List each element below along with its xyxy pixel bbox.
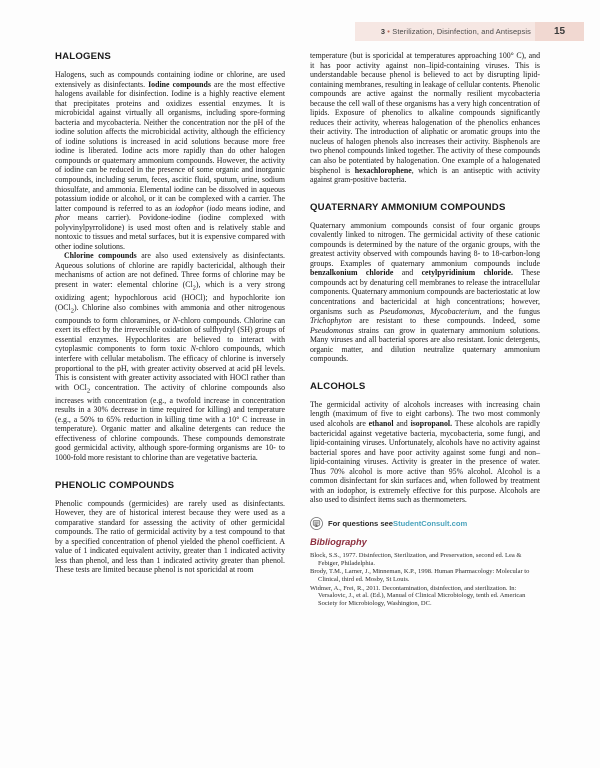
organism-pseudomonas: Pseudomonas xyxy=(310,325,354,335)
computer-monitor-icon xyxy=(310,517,323,530)
subscript: 2 xyxy=(86,387,91,395)
chapter-number: 3 xyxy=(380,27,386,36)
student-consult-callout[interactable] xyxy=(310,517,540,530)
italic-n: N xyxy=(172,315,178,325)
text-run: ), which is a very strong oxidizing agent; hypochlorous acid (HOCl); and hypochlorite ion (OCl xyxy=(55,280,285,312)
term-iodine-compounds: Iodine compounds xyxy=(148,79,211,89)
text-run: and xyxy=(393,268,422,278)
two-column-body xyxy=(55,51,545,751)
paragraph-phenolic-continued xyxy=(310,51,540,185)
bibliography-list xyxy=(310,552,540,608)
heading-quaternary-ammonium-compounds: QUATERNARY AMMONIUM COMPOUNDS xyxy=(310,201,506,213)
term-hexachlorophene: hexachlorophene xyxy=(354,165,412,175)
subscript: 2 xyxy=(192,284,196,292)
heading-phenolic-compounds: PHENOLIC COMPOUNDS xyxy=(55,479,175,491)
text-run: Quaternary ammonium compounds consist of four organic groups covalently linked to nitrogen. The germicidal activity of these cationic compounds is determined by the nature of the organic groups, with the greatest activity observed with compounds having 8- to 18-carbon-long groups. Examples of quaternary ammonium compounds include xyxy=(310,220,540,268)
term-phor: phor xyxy=(55,213,70,223)
heading-bibliography: Bibliography xyxy=(310,536,367,547)
organism-trichophyton: Trichophyton xyxy=(310,316,352,326)
paragraph-halogens-1 xyxy=(55,70,285,251)
text-run: are the most effective halogens available for disinfection. Iodine is a highly reactive element that precipitates proteins and oxidizes essential enzymes. It is microbicidal against virtually all organisms, including spore-forming bacteria and mycobacteria. Neither the concentration nor the pH of the iodine solution affects the microbicidal activity, although the efficiency of iodine solutions is increased in acid solutions because more free iodine is liberated. Iodine acts more rapidly than do other halogen compounds or quaternary ammonium compounds. However, the activity of iodine can be reduced in the presence of some organic and inorganic compounds, including serum, feces, ascitic fluid, sputum, urine, sodium thiosulfate, and ammonia. Elemental iodine can be dissolved in aqueous potassium iodide or alcohol, or it can be complexed with a carrier. The latter compound is referred to as an xyxy=(55,79,285,213)
text-run: temperature (but is sporicidal at temperatures approaching 100° C), and it has poor activity against non–lipid-containing viruses. This is understandable because phenol is believed to act by disrupting lipid-containing membranes, resulting in leakage of cellular contents. Phenolic compounds are active against the normally resilient mycobacteria because the cell wall of these organisms has a very high concentration of lipids. Exposure of phenolics to alkaline compounds significantly reduces their activity, whereas halogenation of the phenolics enhances their activity. The introduction of aliphatic or aromatic groups into the nucleus of halogen phenols also increases their activity. Bisphenols are two phenol compounds linked together. The activity of these compounds can also be potentiated by halogenation. One example of a halogenated bisphenol is xyxy=(310,51,541,175)
text-run: -chloro compounds. Chlorine can exert its effect by the irreversible oxidation of sulfhydryl (SH) groups of essential enzymes. Hypochlorites are believed to interact with cytoplasmic components to form toxic xyxy=(55,315,285,354)
bibliography-entry: Brody, T.M., Larner, J., Minneman, K.P., 1998. Human Pharmacology: Molecular to Clinical, third ed. Mosby, St Louis. xyxy=(310,568,530,584)
text-run: concentration. The activity of chlorine compounds also increases with concentration (e.g., a twofold increase in concentration results in a 30% decrease in time required for killing) and temperature (e.g., a 50% to 65% reduction in killing time with a 10° C increase in temperature). Organic matter and alkaline detergents can reduce the effectiveness of chlorine compounds. These compounds demonstrate good germicidal activity, although spore-forming organisms are 10- to 1000-fold more resistant to chlorine than are vegetative bacteria. xyxy=(55,382,285,463)
term-isopropanol: isopropanol. xyxy=(410,418,453,428)
paragraph-phenolic-1: Phenolic compounds (germicides) are rarely used as disinfectants. However, they are of historical interest because they were used as a comparative standard for assessing the activity of other germicidal compounds. The ratio of germicidal activity by a test compound to that by a specified concentration of phenol yielded the phenol coefficient. A value of 1 indicated equivalent activity, greater than 1 indicated activity less than phenol, and less than 1 indicated activity greater than phenol. These tests are limited because phenol is not sporicidal at room xyxy=(55,498,285,575)
text-run: -chloro compounds, which interfere with cellular metabolism. The efficacy of chlorine is inversely proportional to the pH, with greater activity observed at acid pH levels. This is consistent with greater activity associated with HOCl rather than with OCl xyxy=(55,344,285,392)
running-head xyxy=(0,22,600,41)
subscript: 2 xyxy=(70,307,74,315)
column-left xyxy=(55,51,285,575)
text-run: are resistant to these compounds. Indeed, some xyxy=(351,316,540,326)
text-run: and the fungus xyxy=(481,306,540,316)
bibliography-entry: Widmer, A., Frei, R., 2011. Decontamination, disinfection, and sterilization. In: Versalovic, J., et al. (Ed.), Manual of Clinical Microbiology, tenth ed. American Society for Microbiology, Washington, DC. xyxy=(310,584,526,608)
organism-pseudomonas-mycobacterium: Pseudomonas, Mycobacterium, xyxy=(379,306,482,316)
text-run: ( xyxy=(203,203,210,213)
text-run: ). Chlorine also combines with ammonia and other nitrogenous compounds to form chloramines, or xyxy=(55,302,285,325)
separator-dot: • xyxy=(387,27,391,36)
text-run: These compounds act by denaturing cell membranes to release the intracellular components. Quaternary ammonium compounds are bacteriostatic at low concentrations and bactericidal at high concentrations; however, organisms such as xyxy=(310,268,541,316)
text-run: means carrier). Povidone-iodine (iodine complexed with polyvinylpyrrolidone) is used most often and is relatively stable and nontoxic to tissues and metal surfaces, but it is expensive compared with other iodine solutions. xyxy=(55,213,285,251)
text-run: are also used extensively as disinfectants. Aqueous solutions of chlorine are rapidly bactericidal, although their mechanisms of action are not defined. Three forms of chlorine may be present in water: elemental chlorine (Cl xyxy=(55,251,285,290)
paragraph-alcohols-1 xyxy=(310,400,540,505)
term-benzalkonium-chloride: benzalkonium chloride xyxy=(310,268,394,278)
italic-n: N xyxy=(190,344,196,354)
term-iodophor: iodophor xyxy=(174,203,204,213)
chapter-title: Sterilization, Disinfection, and Antisepsis xyxy=(392,27,531,36)
column-right xyxy=(310,51,540,609)
bibliography-entry: Block, S.S., 1977. Disinfection, Sterilization, and Preservation, second ed. Lea & Febiger, Philadelphia. xyxy=(310,551,522,567)
term-chlorine-compounds: Chlorine compounds xyxy=(64,251,137,261)
running-head-text xyxy=(355,22,531,41)
text-run: The germicidal activity of alcohols increases with increasing chain length (maximum of five to eight carbons). The two most commonly used alcohols are xyxy=(310,399,540,428)
student-consult-link[interactable]: StudentConsult.com xyxy=(393,518,468,528)
paragraph-quaternary-1 xyxy=(310,221,540,364)
term-ethanol: ethanol xyxy=(368,418,394,428)
text-run: strains can grow in quaternary ammonium solutions. Many viruses and all bacterial spores are also resistant. Ionic detergents, organic matter, and dilution neutralize quaternary ammonium compounds. xyxy=(310,325,540,364)
text-run: and xyxy=(393,418,411,428)
heading-alcohols: ALCOHOLS xyxy=(310,380,366,392)
page-number: 15 xyxy=(553,26,566,37)
text-run: These alcohols are rapidly bactericidal against vegetative bacteria, mycobacteria, some fungi, and lipid-containing viruses. Unfortunately, alcohols have no activity against bacterial spores and have poor activity against some fungi and non–lipid-containing viruses. Activity is greater in the presence of water. Thus 70% alcohol is more active than 95% alcohol. Alcohol is a common disinfectant for skin surfaces and, when followed by treatment with an iodophor, is extremely effective for this purpose. Alcohols are also used to disinfect items such as thermometers. xyxy=(310,418,541,505)
term-iodo: iodo xyxy=(209,203,224,213)
text-run: means iodine, and xyxy=(223,203,285,213)
paragraph-halogens-2 xyxy=(55,251,285,462)
text-run: , which is an antiseptic with activity against gram-positive bacteria. xyxy=(310,165,541,185)
heading-halogens: HALOGENS xyxy=(55,51,111,62)
text-run: Halogens, such as compounds containing iodine or chlorine, are used extensively as disinfectants. xyxy=(55,70,285,89)
term-cetylpyridinium-chloride: cetylpyridinium chloride. xyxy=(421,268,513,278)
student-consult-prefix: For questions see xyxy=(328,518,393,528)
